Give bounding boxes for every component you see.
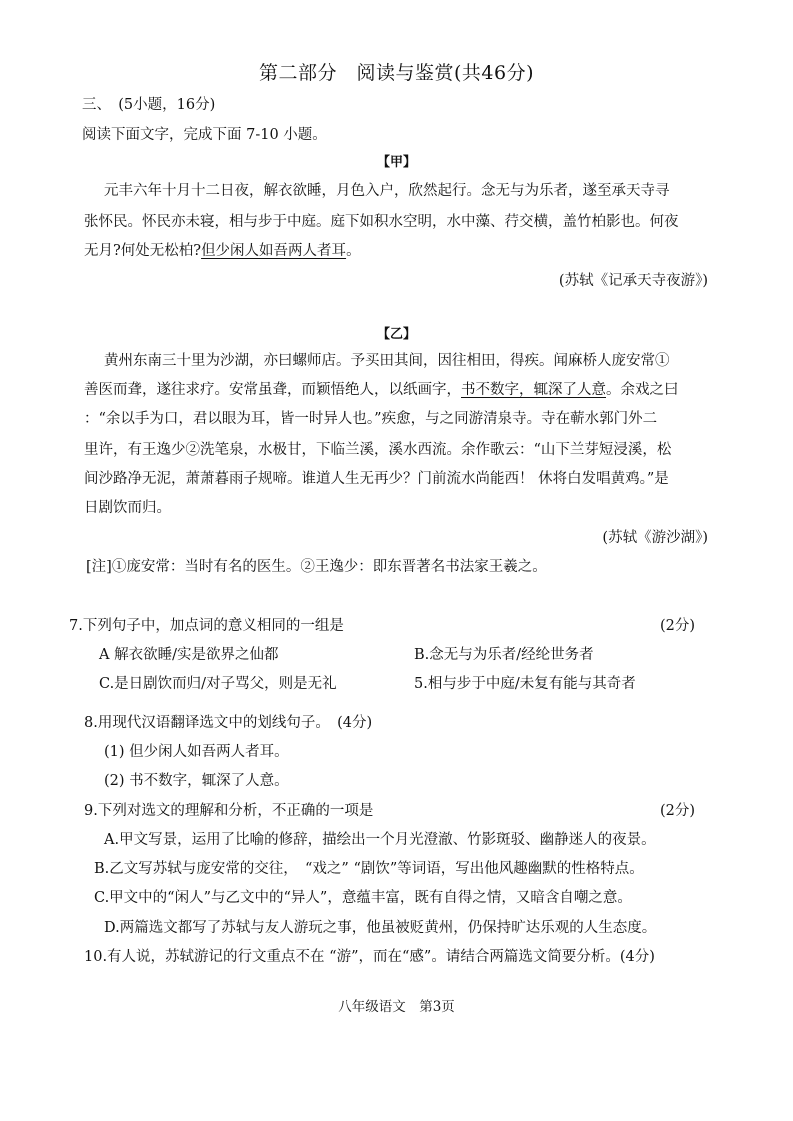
q9-option-a: A.甲文写景，运用了比喻的修辞，描绘出一个月光澄澈、竹影斑驳、幽静迷人的夜景。 [104,832,656,848]
part3-header: 三、 (5小题，16分) [82,97,216,113]
q8-sentence-2: (2) 书不数字，辄深了人意。 [104,773,289,789]
yi-line-3: ：“余以手为口，君以眼为耳，皆一时异人也。”疾愈，与之同游清泉寺。寺在蕲水郭门外二 [84,411,658,427]
yi-underlined-sentence: 书不数字，辄深了人意 [461,382,606,398]
section-title: 第二部分 阅读与鉴赏(共46分) [258,62,534,84]
q7-option-a-rest: 衣欲睡/实是欲界之仙都 [128,647,279,663]
q9-option-b: B.乙文写苏轼与庞安常的交往， “戏之” “剧饮”等词语，写出他风趣幽默的性格特点。 [94,861,644,877]
yi-source: (苏轼《游沙湖》) [602,530,708,546]
q10-stem: 10.有人说，苏轼游记的行文重点不在 “游”，而在“感”。请结合两篇选文简要分析。(4分) [84,949,655,965]
q9-option-d: D.两篇选文都写了苏轼与友人游玩之事，他虽被贬黄州，仍保持旷达乐观的人生态度。 [104,920,657,936]
jia-underlined-sentence: 但少闲人如吾两人者耳 [201,243,347,259]
q7-option-b: B.念无与为乐者/经纶世务者 [414,647,594,663]
yi-line-1: 黄州东南三十里为沙湖，亦曰螺师店。予买田其间，因往相田，得疾。闻麻桥人庞安常① [104,353,670,369]
page-footer: 八年级语文 第3页 [338,999,455,1015]
yi-line-2-suffix: 。余戏之曰 [606,382,679,398]
q9-stem: 9.下列对选文的理解和分析，不正确的一项是 [84,803,374,819]
jia-line-1: 元丰六年十月十二日夜，解衣欲睡，月色入户，欣然起行。念无与为乐者，遂至承天寺寻 [104,183,670,199]
jia-source: (苏轼《记承天寺夜游》) [558,273,708,289]
yi-line-6: 日剧饮而归。 [84,500,171,516]
annotation-note: [注]①庞安常：当时有名的医生。②王逸少：即东晋著名书法家王羲之。 [86,559,547,575]
jia-label: 【甲】 [376,155,416,170]
q7-score: (2分) [660,618,696,634]
q7-stem: 7.下列句子中，加点词的意义相同的一组是 [69,618,344,634]
yi-line-5: 间沙路净无泥，萧萧暮雨子规啼。谁道人生无再少？门前流水尚能西！ 休将白发唱黄鸡。”是 [84,471,669,487]
yi-line-4: 里许，有王逸少②洗笔泉，水极甘，下临兰溪，溪水西流。余作歌云：“山下兰芽短浸溪，松 [84,442,672,458]
q8-stem: 8.用现代汉语翻译选文中的划线句子。 (4分) [84,715,373,731]
q7-option-d: 5.相与步于中庭/未复有能与其奇者 [414,676,636,692]
q7-option-a [99,646,278,664]
jia-line-2: 张怀民。怀民亦未寝，相与步于中庭。庭下如积水空明，水中藻、荇交横，盖竹柏影也。何夜 [84,214,679,230]
q7-option-a-prefix: A [99,647,115,663]
q7-option-c: C.是日剧饮而归/对子骂父，则是无礼 [99,676,337,692]
q9-option-c: C.甲文中的“闲人”与乙文中的“异人”，意蕴丰富，既有自得之情，又暗含自嘲之意。 [94,890,632,906]
yi-line-2 [84,381,679,399]
q9-score: (2分) [660,803,696,819]
jia-line-3-suffix: 。 [346,243,361,259]
jia-line-3-prefix: 无月?何处无松柏? [84,243,202,259]
yi-label: 【乙】 [376,327,416,342]
q8-sentence-1: (1) 但少闲人如吾两人者耳。 [104,744,289,760]
q7-option-a-dotted-word: 解 [114,647,129,663]
jia-line-3 [84,242,361,260]
yi-line-2-prefix: 善医而聋，遂往求疗。安常虽聋，而颖悟绝人，以纸画字， [84,382,461,398]
instruction: 阅读下面文字，完成下面 7-10 小题。 [82,127,327,143]
